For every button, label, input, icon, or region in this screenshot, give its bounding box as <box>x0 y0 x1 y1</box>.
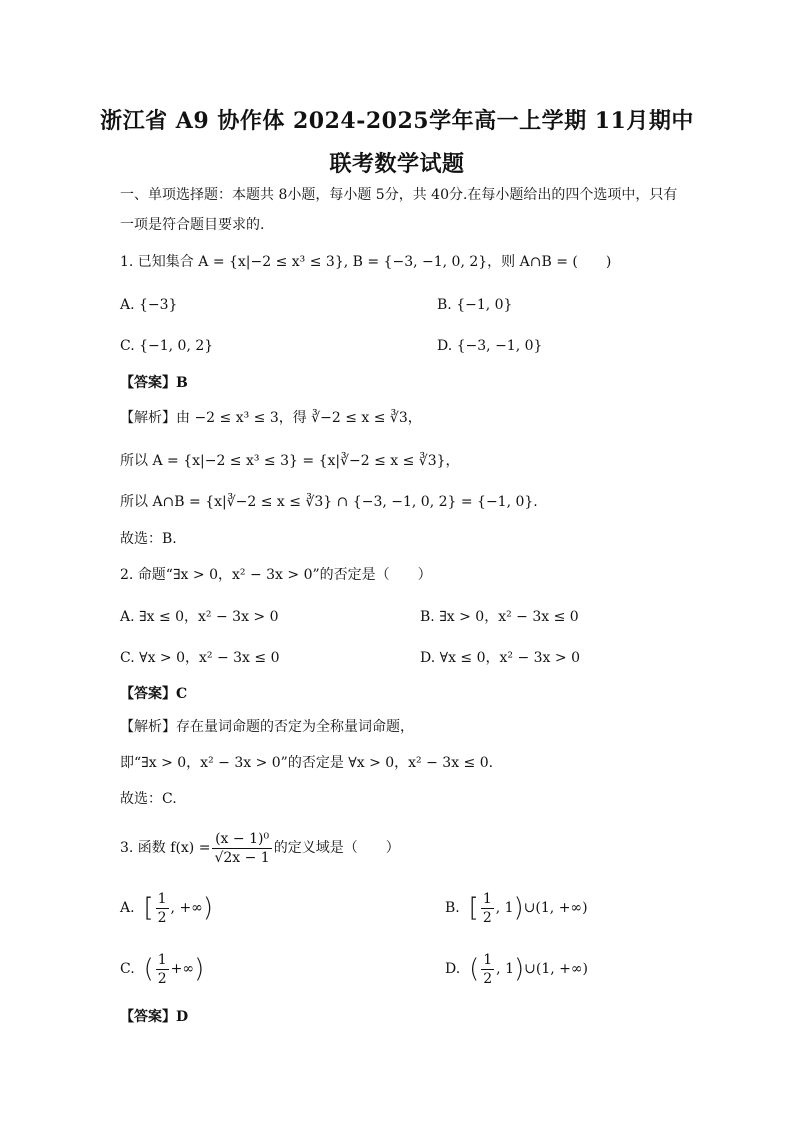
q3-option-a-denominator: 2 <box>157 909 167 926</box>
q1-stem: 1. 已知集合 A = {x|−2 ≤ x³ ≤ 3}, B = {−3, −1, 0, 2}，则 A∩B = ( ) <box>120 254 612 270</box>
q1-analysis-line1: 【解析】由 −2 ≤ x³ ≤ 3，得 ∛−2 ≤ x ≤ ∛3， <box>120 410 422 426</box>
q3-option-d-label: D. <box>445 961 461 977</box>
q3-option-c-numerator: 1 <box>157 951 167 968</box>
q2-option-c: C. ∀x > 0，x² − 3x ≤ 0 <box>120 650 280 666</box>
q1-analysis-line2: 所以 A = {x|−2 ≤ x³ ≤ 3} = {x|∛−2 ≤ x ≤ ∛3}， <box>120 453 460 469</box>
q3-option-b-numerator: 1 <box>482 890 492 907</box>
q2-option-b: B. ∃x > 0，x² − 3x ≤ 0 <box>420 609 579 625</box>
q2-answer: 【答案】C <box>120 686 188 702</box>
q3-option-d-union: ∪(1, +∞) <box>524 961 588 977</box>
q3-option-c-rest: +∞ <box>170 961 195 977</box>
q1-option-d: D. {−3, −1, 0} <box>437 338 543 354</box>
q3-option-d-left-bracket: ( <box>469 954 480 984</box>
q3-fraction-numerator: (x − 1)⁰ <box>212 830 271 849</box>
q3-function-fraction <box>212 830 271 867</box>
q3-option-b-fraction <box>481 890 494 927</box>
q3-option-a-left-bracket: [ <box>143 893 154 923</box>
q3-option-d-right-bracket: ) <box>513 954 525 984</box>
q3-option-c-left-bracket: ( <box>143 954 154 984</box>
q3-option-a-numerator: 1 <box>157 890 167 907</box>
q3-option-b-label: B. <box>445 900 460 916</box>
q3-option-d-denominator: 2 <box>483 970 493 987</box>
q3-option-d <box>445 947 588 991</box>
q3-option-b <box>445 886 588 930</box>
q3-option-a-rest: , +∞ <box>170 900 203 916</box>
q3-option-c-fraction <box>156 951 169 988</box>
q3-option-c-label: C. <box>120 961 135 977</box>
q2-option-a: A. ∃x ≤ 0，x² − 3x > 0 <box>120 609 279 625</box>
q3-option-c <box>120 947 204 991</box>
q3-stem-suffix: 的定义域是（ ） <box>273 840 400 856</box>
q1-option-b: B. {−1, 0} <box>437 297 513 313</box>
q3-option-b-union: ∪(1, +∞) <box>523 900 588 916</box>
q1-conclusion: 故选：B. <box>120 531 177 547</box>
q3-option-b-denominator: 2 <box>482 909 492 926</box>
document-title-line2: 联考数学试题 <box>329 151 465 177</box>
q2-stem: 2. 命题“∃x > 0，x² − 3x > 0”的否定是（ ） <box>120 567 432 583</box>
q3-option-d-rest: , 1 <box>496 961 514 977</box>
q1-option-c: C. {−1, 0, 2} <box>120 338 214 354</box>
q2-analysis-line2: 即“∃x > 0，x² − 3x > 0”的否定是 ∀x > 0，x² − 3x ≤ 0. <box>120 755 494 771</box>
q3-option-c-denominator: 2 <box>157 970 167 987</box>
q1-analysis-line3: 所以 A∩B = {x|∛−2 ≤ x ≤ ∛3} ∩ {−3, −1, 0, 2} = {−1, 0}. <box>120 494 538 510</box>
q3-option-a-fraction <box>156 890 169 927</box>
q3-option-c-right-bracket: ) <box>194 954 205 984</box>
q3-option-a-right-bracket: ) <box>202 893 213 923</box>
q2-option-d: D. ∀x ≤ 0，x² − 3x > 0 <box>420 650 580 666</box>
q3-option-d-numerator: 1 <box>483 951 493 968</box>
q3-option-a <box>120 886 213 930</box>
q3-option-b-left-bracket: [ <box>468 893 479 923</box>
section-instruction-line2: 一项是符合题目要求的. <box>120 217 265 233</box>
q3-option-b-rest: , 1 <box>495 900 514 916</box>
q2-analysis-line1: 【解析】存在量词命题的否定为全称量词命题， <box>120 719 414 735</box>
q1-answer: 【答案】B <box>120 375 188 391</box>
q3-answer: 【答案】D <box>120 1009 189 1025</box>
q3-option-a-label: A. <box>120 900 135 916</box>
q3-stem-prefix: 3. 函数 f(x) = <box>120 840 211 856</box>
q3-fraction-denominator: √2x − 1 <box>214 849 270 866</box>
q1-option-a: A. {−3} <box>120 297 178 313</box>
q3-option-b-right-bracket: ) <box>513 893 524 923</box>
q3-option-d-fraction <box>481 951 494 988</box>
document-title-line1: 浙江省 A9 协作体 2024-2025学年高一上学期 11月期中 <box>100 108 694 134</box>
q2-conclusion: 故选：C. <box>120 791 177 807</box>
q3-stem <box>120 826 400 870</box>
section-instruction-line1: 一、单项选择题：本题共 8小题，每小题 5分，共 40分.在每小题给出的四个选项中，只有 <box>120 187 678 203</box>
